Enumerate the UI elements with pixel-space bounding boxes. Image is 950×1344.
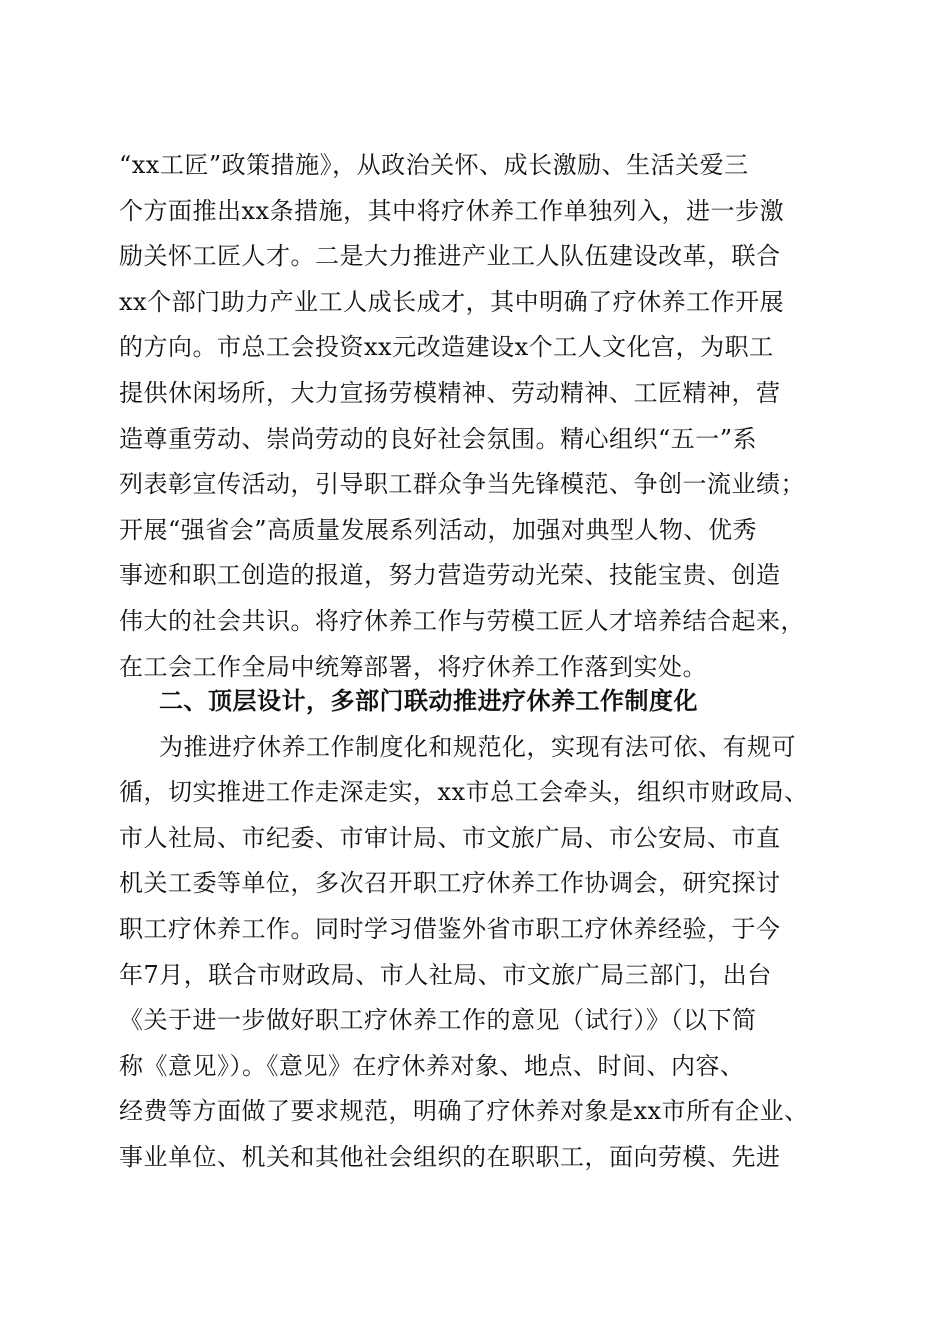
paragraph-line: 市人社局、市纪委、市审计局、市文旅广局、市公安局、市直 [119,823,781,852]
body-paragraph-1 [119,143,831,690]
paragraph-line: 造尊重劳动、崇尚劳动的良好社会氛围。精心组织“五一”系 [119,424,758,453]
paragraph-line: 励关怀工匠人才。二是大力推进产业工人队伍建设改革，联合 [119,242,781,271]
paragraph-line: 职工疗休养工作。同时学习借鉴外省市职工疗休养经验，于今 [119,914,781,943]
paragraph-line: 《关于进一步做好职工疗休养工作的意见（试行）》（以下简 [119,1006,757,1035]
paragraph-line: 开展“强省会”高质量发展系列活动，加强对典型人物、优秀 [119,515,758,544]
section-2 [119,679,831,1181]
section-heading: 二、顶层设计，多部门联动推进疗休养工作制度化 [159,687,698,715]
paragraph-line: 伟大的社会共识。将疗休养工作与劳模工匠人才培养结合起来， [119,606,805,635]
paragraph-line: 个方面推出xx条措施，其中将疗休养工作单独列入，进一步激 [119,196,785,225]
paragraph-line: 的方向。市总工会投资xx元改造建设x个工人文化宫，为职工 [119,333,774,362]
paragraph-line: 事业单位、机关和其他社会组织的在职职工，面向劳模、先进 [119,1142,781,1171]
paragraph-line: xx个部门助力产业工人成长成才，其中明确了疗休养工作开展 [119,287,785,316]
paragraph-line: 机关工委等单位，多次召开职工疗休养工作协调会，研究探讨 [119,869,781,898]
paragraph-line: “xx工匠”政策措施》，从政治关怀、成长激励、生活关爱三 [119,151,749,179]
paragraph-line: 提供休闲场所，大力宣扬劳模精神、劳动精神、工匠精神，营 [119,378,781,407]
paragraph-line: 列表彰宣传活动，引导职工群众争当先锋模范、争创一流业绩； [119,470,805,499]
paragraph-line: 称《意见》）。《意见》在疗休养对象、地点、时间、内容、 [119,1051,745,1080]
paragraph-line: 在工会工作全局中统筹部署，将疗休养工作落到实处。 [119,652,707,681]
paragraph-line: 事迹和职工创造的报道，努力营造劳动光荣、技能宝贵、创造 [119,561,781,590]
paragraph-line: 经费等方面做了要求规范，明确了疗休养对象是xx市所有企业、 [119,1097,809,1126]
paragraph-line: 为推进疗休养工作制度化和规范化，实现有法可依、有规可 [159,732,796,761]
paragraph-line: 年7月，联合市财政局、市人社局、市文旅广局三部门，出台 [119,960,772,989]
paragraph-line: 循，切实推进工作走深走实，xx市总工会牵头，组织市财政局、 [119,778,809,807]
